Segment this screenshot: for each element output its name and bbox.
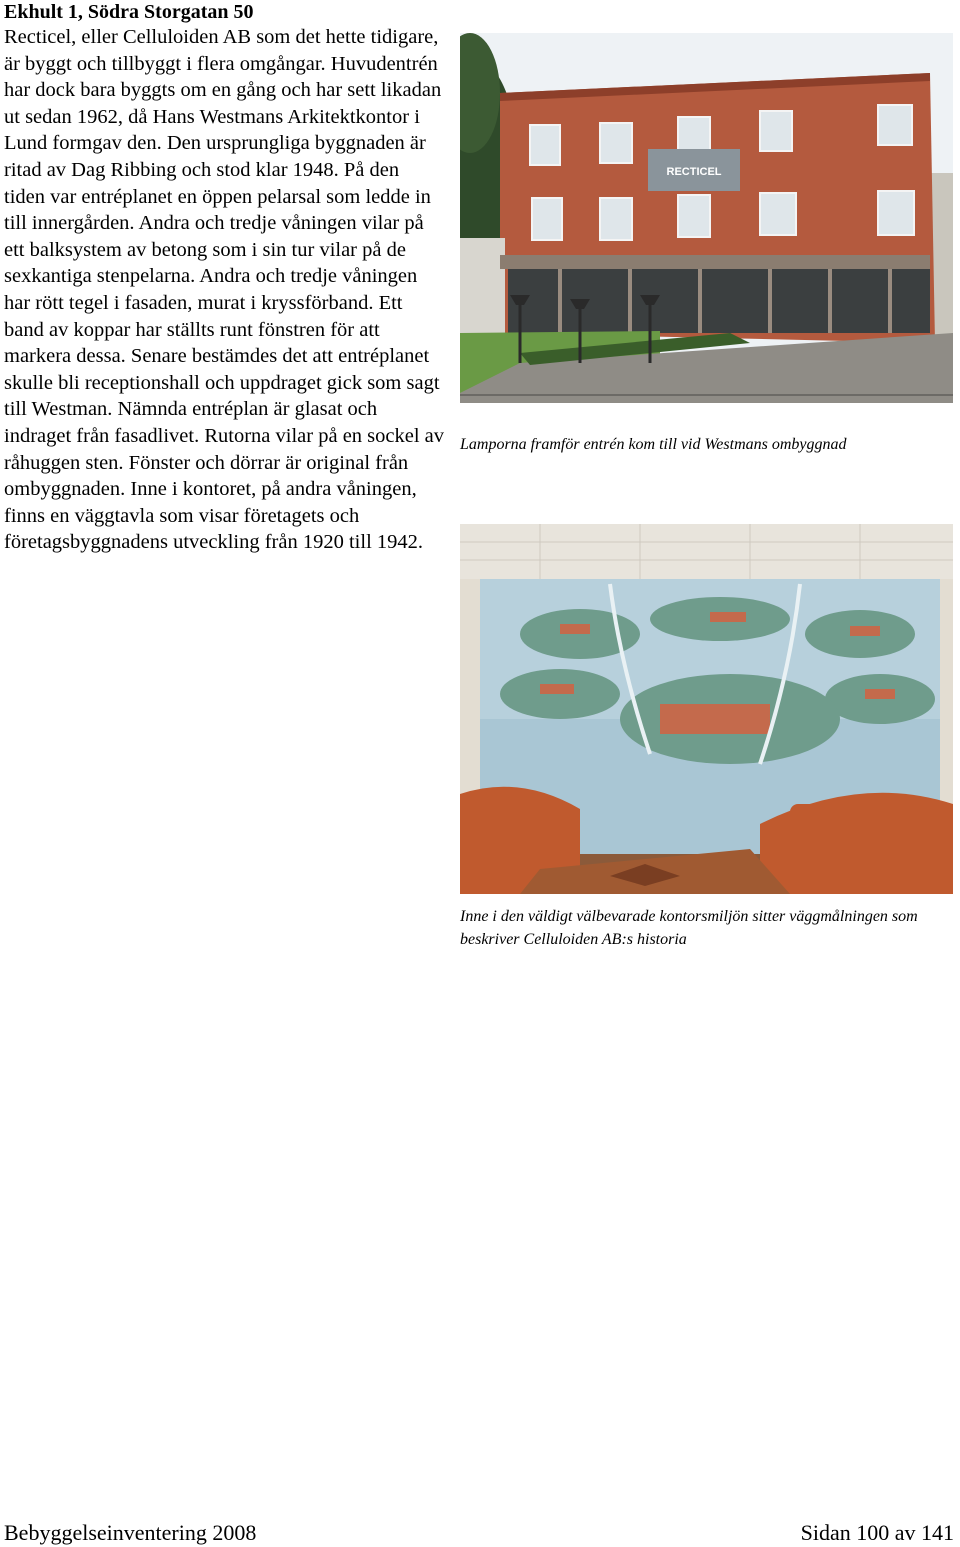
building-photo-caption: Lamporna framför entrén kom till vid Westmans ombyggnad <box>460 436 847 453</box>
page-number: Sidan 100 av 141 <box>800 1520 954 1545</box>
mural-photo-caption: Inne i den väldigt välbevarade kontorsmiljön sitter väggmålningen som beskriver Celluloiden AB:s historia <box>460 908 918 948</box>
building-photo <box>460 33 953 403</box>
mural-photo <box>460 524 953 894</box>
page-title: Ekhult 1, Södra Storgatan 50 <box>4 1 254 23</box>
body-text: Recticel, eller Celluloiden AB som det hette tidigare, är byggt och tillbyggt i flera omgångar. Huvudentrén har dock bara byggts om en gång och har sett likadan ut sedan 1962, då Hans Westmans Arkitektkontor i Lund formgav den. Den ursprungliga byggnaden är ritad av Dag Ribbing och stod klar 1948. På den tiden var entréplanet en öppen pelarsal som ledde in till innergården. Andra och tredje våningen vilar på ett balksystem av betong som i sin tur vilar på de sexkantiga stenpelarna. Andra och tredje våningen har rött tegel i fasaden, murat i kryssförband. Ett band av koppar har ställts runt fönstren för att markera dessa. Senare bestämdes det att entréplanet skulle bli receptionshall och uppdraget gick som sagt till Westman. Nämnda entréplan är glasat och indraget från fasadlivet. Rutorna vilar på en sockel av råhuggen sten. Fönster och dörrar är original från ombyggnaden. Inne i kontoret, på andra våningen, finns en väggtavla som visar företagets och företagsbyggnadens utveckling från 1920 till 1942. <box>4 26 445 554</box>
footer-title: Bebyggelseinventering 2008 <box>4 1520 257 1545</box>
recticel-sign-text: RECTICEL <box>666 166 722 178</box>
